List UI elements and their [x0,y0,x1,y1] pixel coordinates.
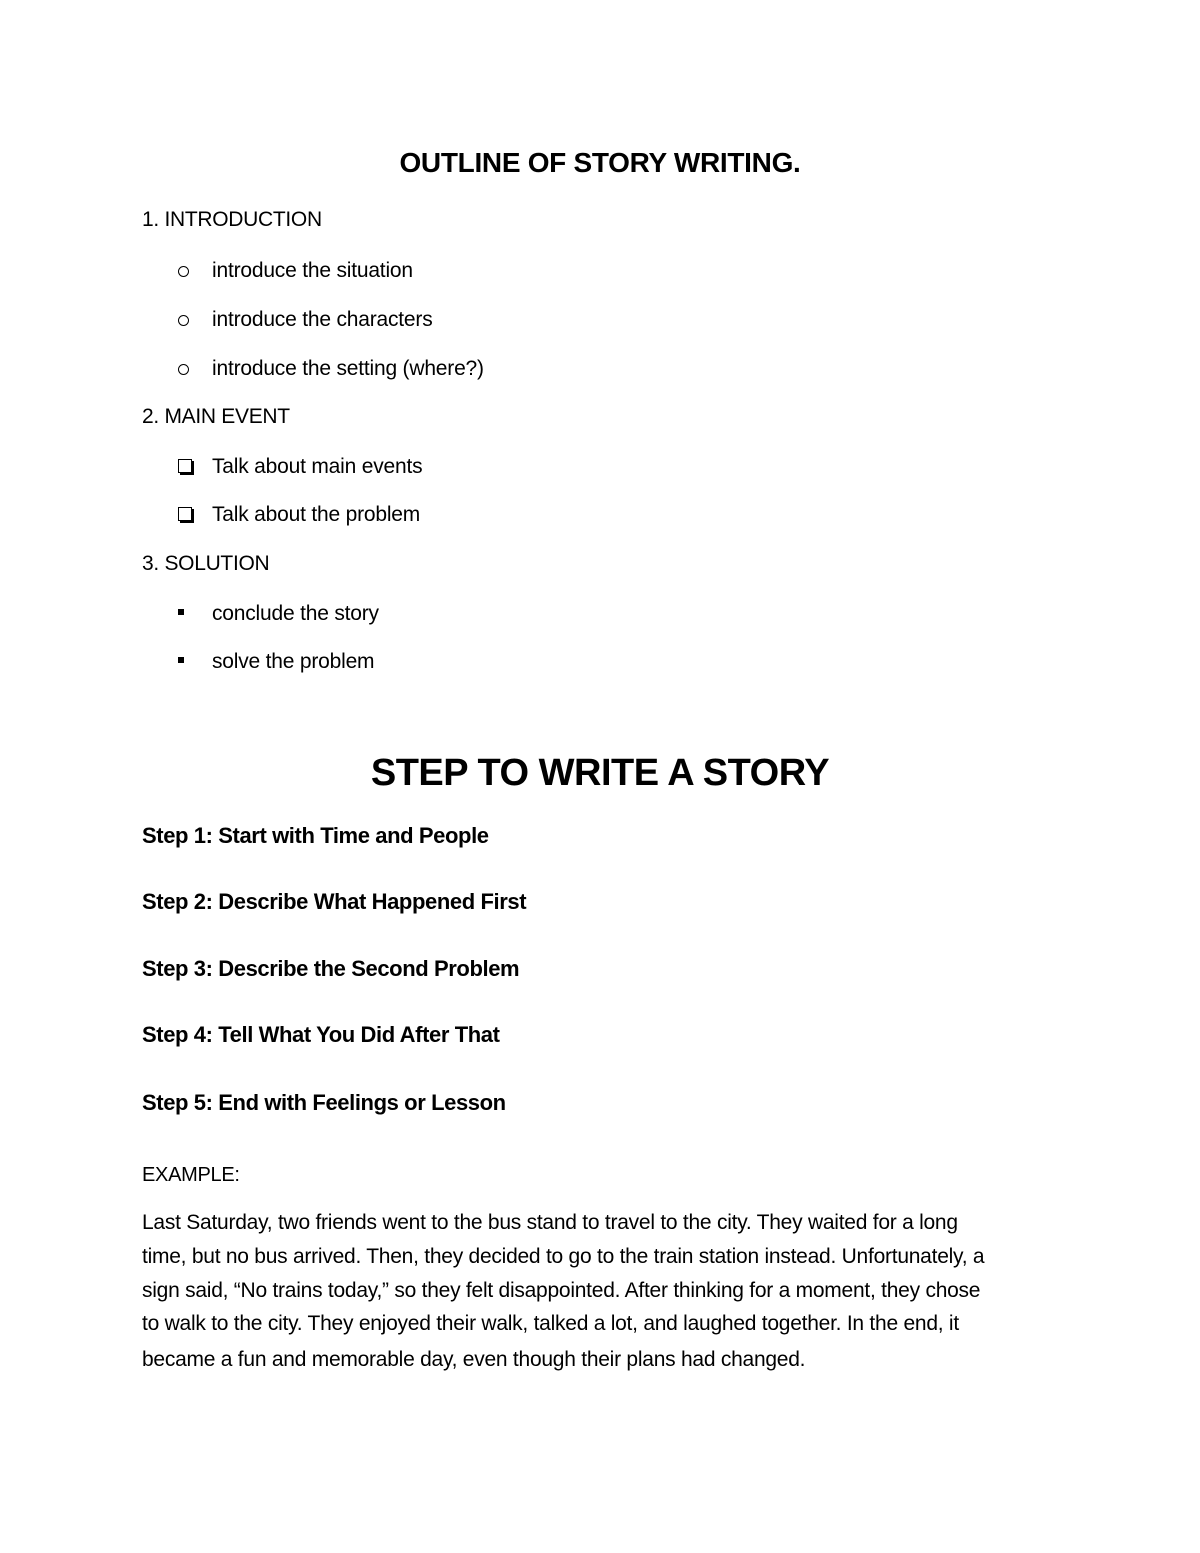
list-item-text: introduce the characters [212,308,433,331]
list-item-text: introduce the situation [212,259,413,282]
paragraph-line: time, but no bus arrived. Then, they decided to go to the train station instead. Unfortunately, a [142,1245,985,1268]
step-heading: Step 5: End with Feelings or Lesson [142,1090,506,1115]
list-item-text: Talk about main events [212,455,423,478]
square-bullet-icon [176,651,212,673]
list-item [176,650,374,674]
list-item [176,259,413,283]
list-item [176,503,420,527]
step-heading: Step 1: Start with Time and People [142,823,489,848]
list-item [176,357,484,381]
section-heading-main-event: 2. MAIN EVENT [142,405,290,428]
paragraph-line: sign said, “No trains today,” so they felt disappointed. After thinking for a moment, they chose [142,1279,981,1302]
step-heading: Step 2: Describe What Happened First [142,889,527,914]
paragraph-line: became a fun and memorable day, even though their plans had changed. [142,1348,806,1371]
hollow-circle-bullet-icon [176,309,212,331]
hollow-circle-bullet-icon [176,358,212,380]
shadowed-box-bullet-icon [176,504,212,526]
step-heading: Step 4: Tell What You Did After That [142,1022,500,1047]
example-label: EXAMPLE: [142,1164,240,1186]
list-item [176,308,433,332]
list-item [176,455,422,479]
section-heading-introduction: 1. INTRODUCTION [142,208,322,231]
list-item [176,602,379,626]
paragraph-line: Last Saturday, two friends went to the bus stand to travel to the city. They waited for a long [142,1211,958,1234]
step-heading: Step 3: Describe the Second Problem [142,956,520,981]
paragraph-line: to walk to the city. They enjoyed their walk, talked a lot, and laughed together. In the end, it [142,1312,959,1335]
square-bullet-icon [176,603,212,625]
list-item-text: conclude the story [212,602,379,625]
outline-title: OUTLINE OF STORY WRITING. [399,147,801,178]
shadowed-box-bullet-icon [176,456,212,478]
list-item-text: introduce the setting (where?) [212,357,484,380]
section-heading-solution: 3. SOLUTION [142,552,270,575]
hollow-circle-bullet-icon [176,260,212,282]
list-item-text: Talk about the problem [212,503,421,526]
steps-title: STEP TO WRITE A STORY [370,752,830,794]
list-item-text: solve the problem [212,650,375,673]
